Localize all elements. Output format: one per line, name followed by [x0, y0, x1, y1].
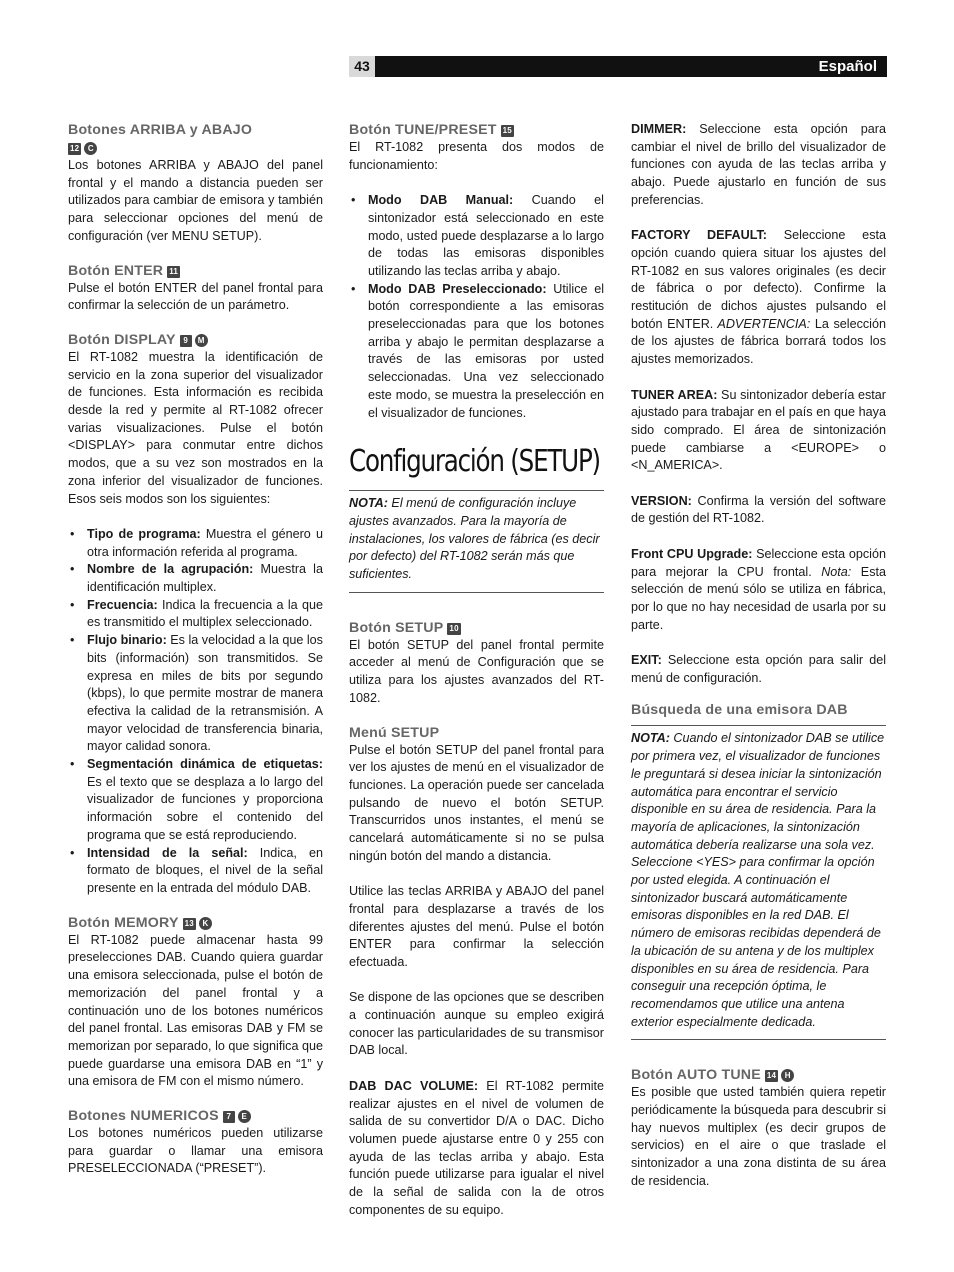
key-icon: 10 [449, 623, 459, 633]
heading-memory: Botón MEMORY 13 K [68, 914, 323, 932]
version-text: VERSION: Confirma la versión del software de gestión del RT-1082. [631, 493, 886, 526]
cpu-upgrade-text: Front CPU Upgrade: Seleccione esta opción para mejorar la CPU frontal. Nota: Esta selección de menú sólo se utiliza en fábrica, por lo que no hay necesidad de usarla por su parte. [631, 546, 886, 632]
busqueda-note: NOTA: Cuando el sintonizador DAB se utilice por primera vez, el visualizador de funciones le preguntará si desea iniciar la sintonización automática para encontrar el servicio disponible en su área de residencia. Para la mayoría de aplicaciones, la sintonización automática debería realizarse una sola vez. Seleccione <YES> para confirmar la opción por usted elegida. A continuación el sintonizador buscará automáticamente emisoras disponibles en la red DAB. El número de emisoras recibidas dependerá de la ubicación de su antena y de los multiplex disponibles en su área de residencia. Para conseguir una recepción óptima, le recomendamos que utilice una antena exterior especialmente dedicada. [631, 725, 886, 1040]
memory-text: El RT-1082 puede almacenar hasta 99 preselecciones DAB. Cuando quiera guardar una emisora seleccionada, pulse el botón de memorización del panel frontal y a continuación uno de los botones numéricos del panel frontal. Las emisoras DAB y FM se memorizan por separado, lo que significa que puede guardarse una emisora DAB en “1” y una emisora de FM con el mismo número. [68, 932, 323, 1089]
remote-key-icon: K [199, 917, 212, 930]
list-item: • Tipo de programa: Muestra el género u otra información referida al programa. [68, 526, 323, 561]
key-icon: 13 [184, 918, 194, 928]
remote-key-icon: E [238, 1110, 251, 1123]
heading-numericos: Botones NUMERICOS 7 E [68, 1107, 323, 1125]
display-mode-list [68, 526, 323, 898]
remote-key-icon: H [781, 1069, 794, 1082]
key-icon: 7 [223, 1111, 235, 1123]
numericos-text: Los botones numéricos pueden utilizarse para guardar o llamar una emisora PRESELECCIONADA (“PRESET”). [68, 1126, 323, 1176]
arriba-abajo-text: Los botones ARRIBA y ABAJO del panel frontal y el mando a distancia pueden ser utilizados para cambiar de emisora y también para seleccionar opciones del menú de configuración (ver MENU SETUP). [68, 158, 323, 243]
list-item: • Flujo binario: Es la velocidad a la que los bits (información) son transmitidos. Se expresa en miles de bits por segundo (kbps), lo que permite mostrar de manera efectiva la calidad de la retransmisión. A mayor velocidad de transferencia binaria, mayor calidad sonora. [68, 632, 323, 756]
factory-default-text: FACTORY DEFAULT: Seleccione esta opción cuando quiera situar los ajustes del RT-1082 en sus valores originales (es decir de fábrica o por defecto). Confirme la restitución de dichos ajustes pulsando el botón ENTER. ADVERTENCIA: La selección de los ajustes de fábrica borrará todos los ajustes memorizados. [631, 228, 886, 367]
remote-key-icon: M [195, 334, 208, 347]
menu-text-2: Utilice las teclas ARRIBA y ABAJO del panel frontal para desplazarse a través de los diferentes ajustes del menú. Pulse el botón ENTER para confirmar la selección efectuada. [349, 884, 604, 969]
list-item: • Modo DAB Preseleccionado: Utilice el botón correspondiente a las emisoras preseleccionadas para que los botones arriba y abajo le permitan desplazarse a través de las emisoras por usted seleccionadas. Una vez seleccionado este modo, se muestra la preselección en el visualizador de funciones. [349, 281, 604, 423]
setup-note: NOTA: El menú de configuración incluye ajustes avanzados. Para la mayoría de instalaciones, los valores de fábrica (es decir por defecto) del RT-1082 serán más que suficientes. [349, 490, 604, 593]
page-number: 43 [349, 56, 375, 77]
list-item: • Modo DAB Manual: Cuando el sintonizador está seleccionado en este modo, usted puede desplazarse a lo largo de todas las emisoras disponibles utilizando las teclas arriba y abajo. [349, 192, 604, 281]
heading-enter: Botón ENTER 11 [68, 262, 179, 279]
column-2 [349, 121, 604, 1220]
dimmer-text: DIMMER: Seleccione esta opción para cambiar el nivel de brillo del visualizador de funciones con ayuda de las teclas arriba y abajo. Puede ajustarlo en función de sus preferencias. [631, 122, 886, 207]
heading-menu-setup: Menú SETUP [349, 724, 440, 741]
heading-setup: Botón SETUP 10 [349, 619, 459, 636]
heading-arriba-abajo: Botones ARRIBA y ABAJO 12 C [68, 122, 253, 153]
key-icon: 15 [502, 126, 512, 135]
menu-text-3: Se dispone de las opciones que se describen a continuación aunque su empleo exigirá conocer las particularidades de su transmisor DAB local. [349, 990, 604, 1058]
key-icon: 9 [180, 335, 192, 347]
column-3 [631, 121, 886, 1191]
heading-auto-tune: Botón AUTO TUNE 14 H [631, 1066, 886, 1084]
key-icon: 11 [169, 266, 179, 276]
language-label: Español [818, 58, 877, 75]
heading-tune-preset: Botón TUNE/PRESET 15 [349, 122, 512, 138]
tune-mode-list [349, 192, 604, 422]
display-text: El RT-1082 muestra la identificación de servicio en la zona superior del visualizador de funciones. Esta información es recibida desde la red y permite al RT-1082 ofrecer varias visualizaciones. Pulse el botón <DISPLAY> para conmutar entre dichos modos, que a su vez son mostrados en la zona inferior del visualizador de funciones. Esos seis modos son los siguientes: [68, 349, 323, 506]
list-item: • Frecuencia: Indica la frecuencia a la que es transmitido el multiplex seleccionado. [68, 597, 323, 632]
auto-tune-text: Es posible que usted también quiera repetir periódicamente la búsqueda para descubrir si hay nuevos multiplex (es decir grupos de servicios) en el aire o que traslade el sintonizador a una zona distinta de su área de residencia. [631, 1085, 886, 1188]
key-icon: 12 [70, 144, 80, 153]
remote-key-icon: C [84, 142, 97, 155]
tuner-area-text: TUNER AREA: Su sintonizador debería estar ajustado para trabajar en el país en que haya sido comprado. El área de sintonización puede cambiarse a <EUROPE> o <N_AMERICA>. [631, 387, 886, 473]
setup-text: El botón SETUP del panel frontal permite acceder al menú de Configuración que se utiliza para los ajustes avanzados del RT-1082. [349, 637, 604, 705]
header-bar [349, 56, 887, 77]
dac-volume-text: DAB DAC VOLUME: El RT-1082 permite realizar ajustes en el nivel de volumen de salida de su convertidor D/A o DAC. Dicho volumen puede ajustarse entre 0 y 255 con ayuda de las teclas arriba y abajo. Esta función puede utilizarse para igualar el nivel de la señal de salida con la de otros componentes de su equipo. [349, 1078, 604, 1217]
enter-text: Pulse el botón ENTER del panel frontal para confirmar la selección de un parámetro. [68, 280, 323, 313]
key-icon: 14 [766, 1071, 777, 1081]
section-title: Configuración (SETUP) [349, 444, 600, 480]
exit-text: EXIT: Seleccione esta opción para salir del menú de configuración. [631, 653, 886, 685]
list-item: • Intensidad de la señal: Indica, en formato de bloques, el nivel de la señal presente en la entrada del módulo DAB. [68, 845, 323, 898]
column-1 [68, 121, 323, 1178]
heading-display: Botón DISPLAY 9 M [68, 331, 323, 349]
list-item: • Nombre de la agrupación: Muestra la identificación multiplex. [68, 561, 323, 596]
heading-busqueda: Búsqueda de una emisora DAB [631, 702, 848, 719]
list-item: • Segmentación dinámica de etiquetas: Es el texto que se desplaza a lo largo del visualizador de funciones y proporciona información sobre el contenido del programa que se está reproduciendo. [68, 756, 323, 845]
tune-text: El RT-1082 presenta dos modos de funcionamiento: [349, 140, 604, 172]
menu-text-1: Pulse el botón SETUP del panel frontal para ver los ajustes de menú en el visualizador de funciones. La operación puede ser cancelada pulsando de nuevo el botón SETUP. Transcurridos unos instantes, el menú se cancelará automáticamente si no se pulsa ningún botón del mando a distancia. [349, 742, 604, 863]
